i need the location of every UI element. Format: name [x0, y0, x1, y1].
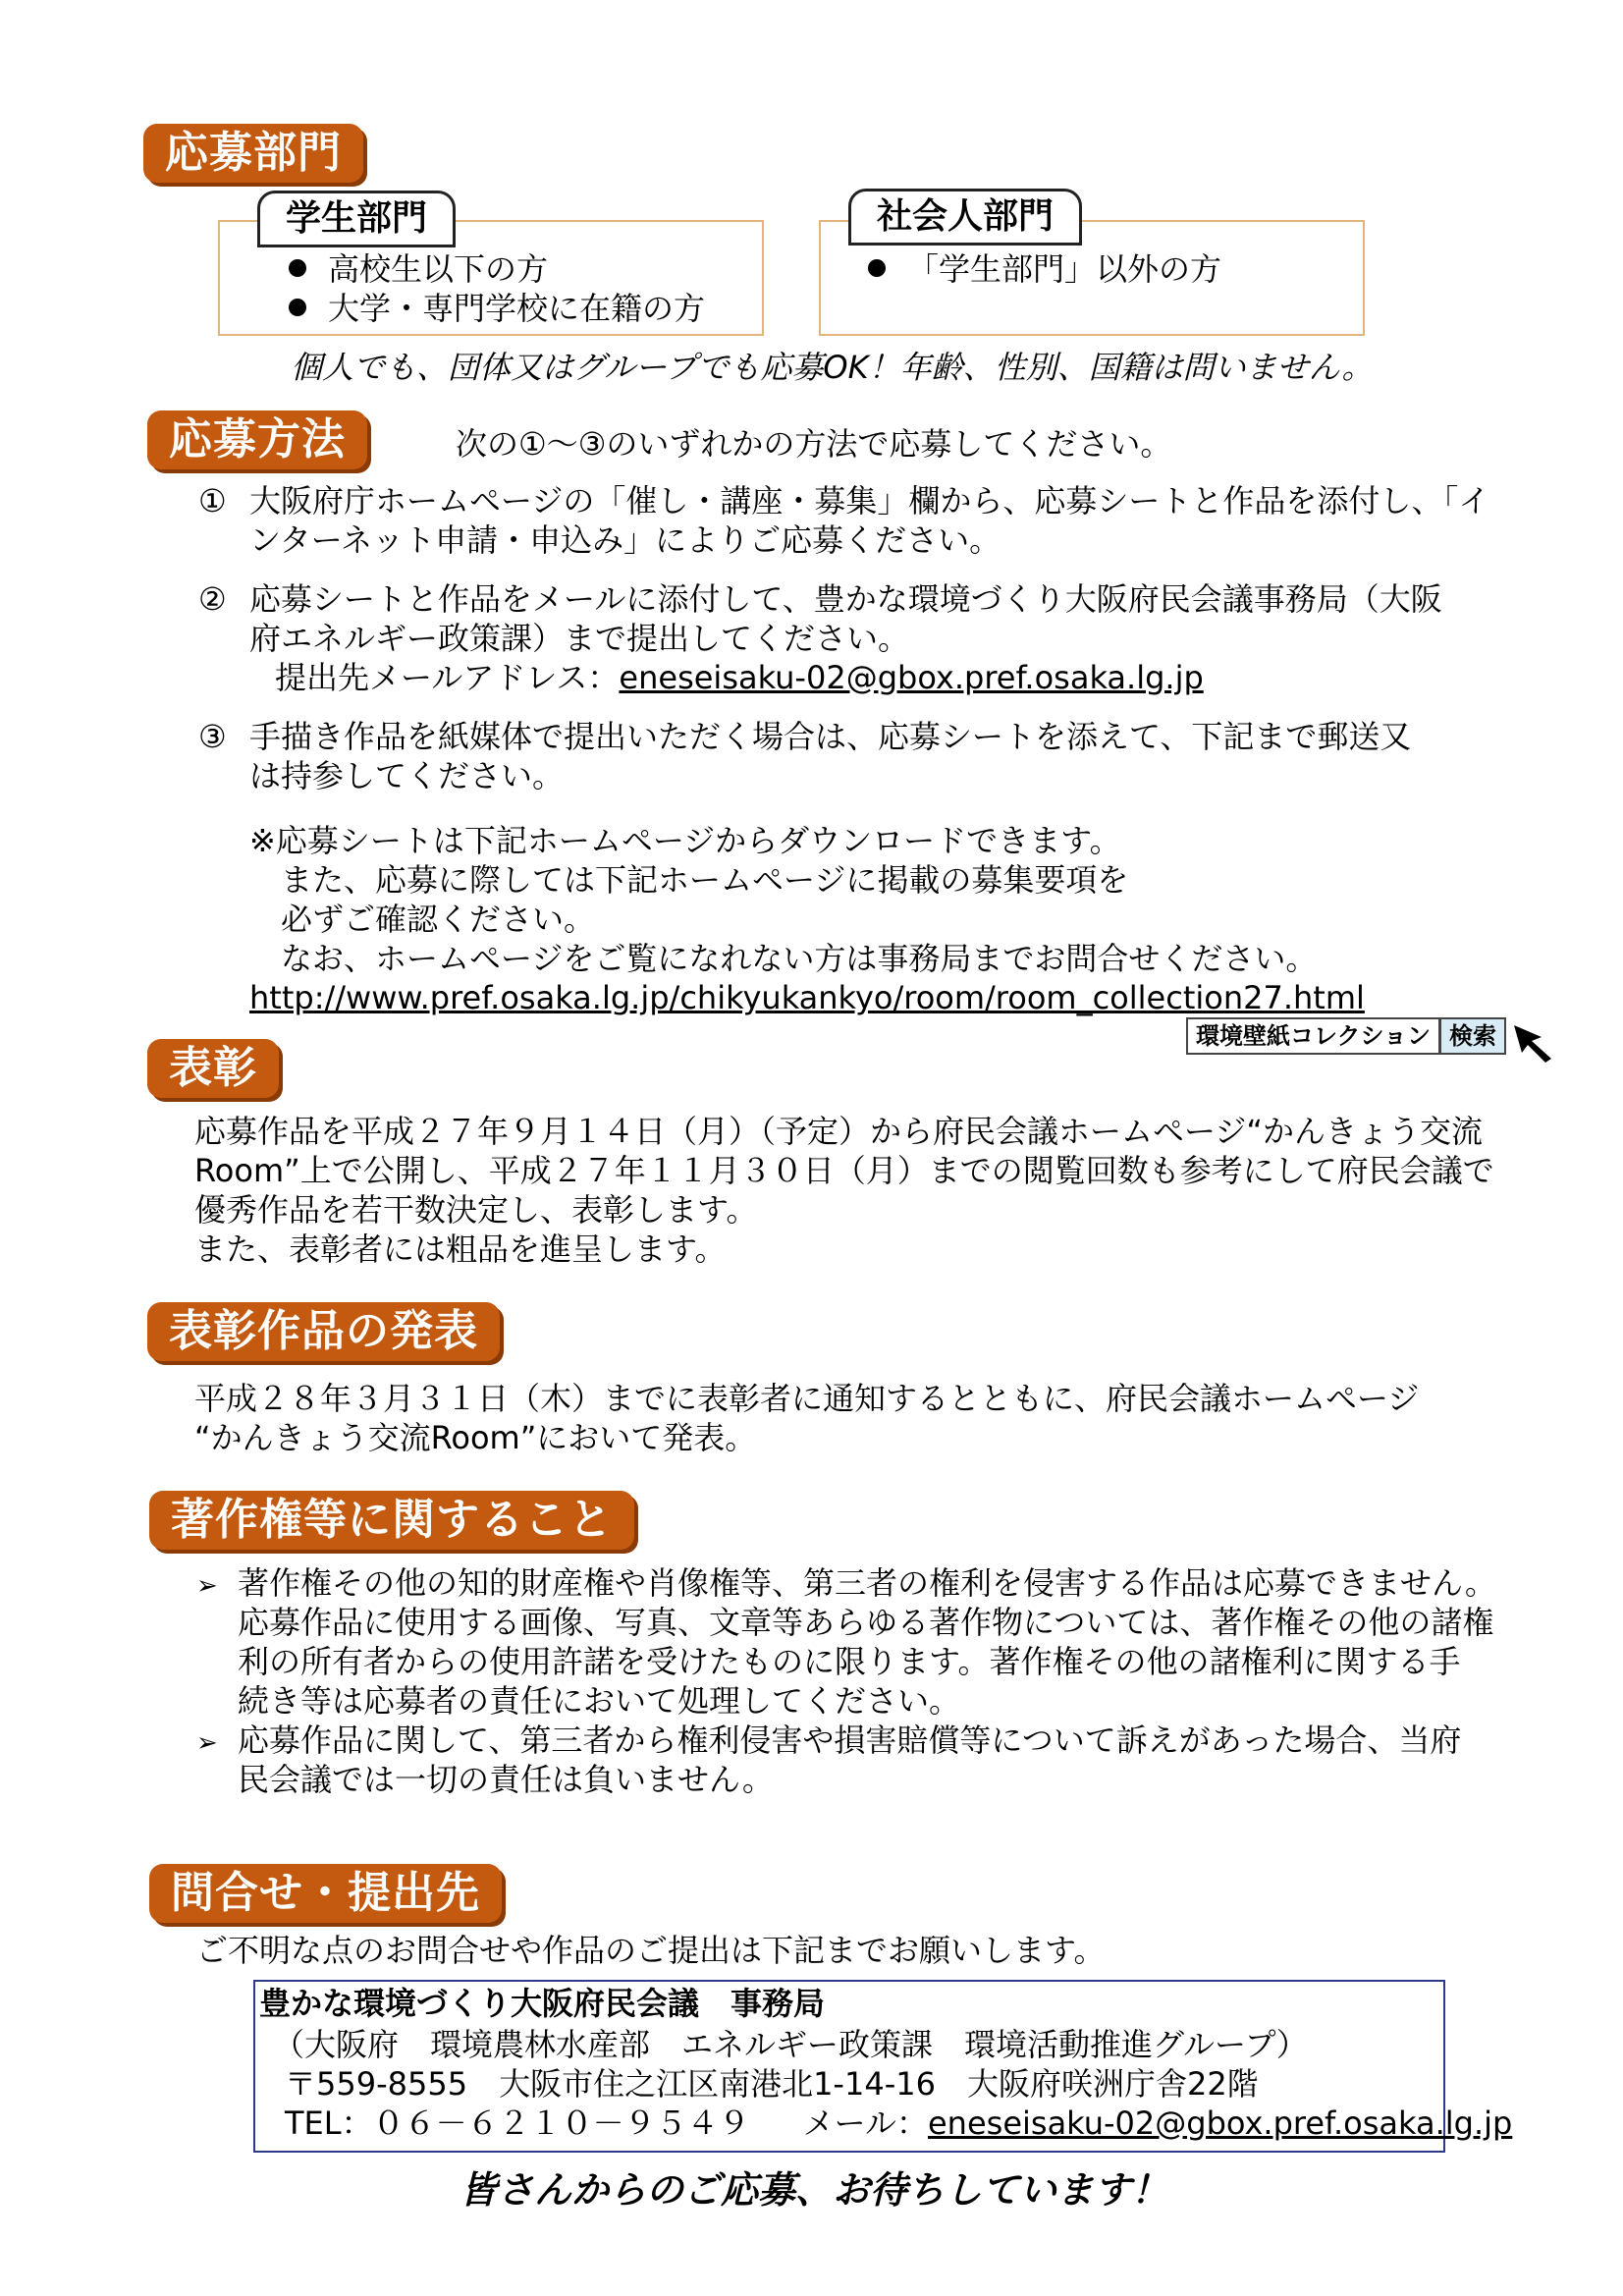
contact-org: 豊かな環境づくり大阪府民会議 事務局: [259, 1985, 826, 2022]
bullet-icon: [289, 259, 306, 277]
method-3-line-2: は持参してください。: [249, 757, 565, 794]
method-2-mail-link[interactable]: eneseisaku-02@gbox.pref.osaka.lg.jp: [619, 659, 1204, 696]
announce-line-2: “かんきょう交流Room”において発表。: [194, 1419, 757, 1456]
download-note-3: 必ずご確認ください。: [281, 901, 596, 938]
contact-dept: （大阪府 環境農林水産部 エネルギー政策課 環境活動推進グループ）: [273, 2026, 1308, 2063]
method-1-line-2: ンターネット申請・申込み」によりご応募ください。: [249, 521, 1001, 559]
homepage-url-link[interactable]: http://www.pref.osaka.lg.jp/chikyukankyo/room/room_collection27.html: [249, 979, 1365, 1016]
copyright-bullet-2-text: 応募作品に関して、第三者から権利侵害や損害賠償等について訴えがあった場合、当府: [238, 1722, 1462, 1759]
contact-mail-link[interactable]: eneseisaku-02@gbox.pref.osaka.lg.jp: [927, 2105, 1513, 2142]
student-item-1: [289, 249, 548, 289]
category-note: 個人でも、団体又はグループでも応募OK！年齢、性別、国籍は問いません。: [291, 349, 1374, 386]
closing-message: 皆さんからのご応募、お待ちしています！: [460, 2168, 1169, 2212]
contact-tel: TEL：０６－６２１０－９５４９: [285, 2105, 750, 2142]
copyright-bullet-2-line-1: [196, 1721, 1461, 1763]
method-2-number: ②: [198, 580, 227, 618]
section-title-apply-method: 応募方法: [147, 410, 367, 469]
student-item-2: [289, 289, 705, 328]
award-line-3: 優秀作品を若干数決定し、表彰します。: [194, 1191, 758, 1229]
method-1-line-1: [198, 481, 1489, 520]
method-2-line-2: 府エネルギー政策課）まで提出してください。: [249, 620, 910, 657]
award-line-2: Room”上で公開し、平成２７年１１月３０日（月）までの閲覧回数も参考にして府民会議で: [194, 1152, 1494, 1189]
search-keyword-box[interactable]: 環境壁紙コレクション: [1186, 1017, 1440, 1055]
announce-line-1: 平成２８年３月３１日（木）までに表彰者に通知するとともに、府民会議ホームページ: [194, 1380, 1420, 1417]
section-title-copyright: 著作権等に関すること: [149, 1491, 634, 1550]
method-3-line-1: [198, 717, 1411, 756]
contact-intro: ご不明な点のお問合せや作品のご提出は下記までお願いします。: [196, 1932, 1106, 1969]
method-3-text-1: 手描き作品を紙媒体で提出いただく場合は、応募シートを添えて、下記まで郵送又: [249, 718, 1412, 755]
method-2-mail-label: 提出先メールアドレス：: [275, 659, 620, 696]
section-title-announce: 表彰作品の発表: [147, 1302, 500, 1361]
download-note-1: ※応募シートは下記ホームページからダウンロードできます。: [249, 822, 1121, 859]
download-note-4: なお、ホームページをご覧になれない方は事務局までお問合せください。: [281, 940, 1318, 977]
bullet-icon: [289, 299, 306, 316]
method-2-text-1: 応募シートと作品をメールに添付して、豊かな環境づくり大阪府民会議事務局（大阪: [249, 580, 1442, 618]
apply-method-intro: 次の①～③のいずれかの方法で応募してください。: [456, 425, 1172, 463]
student-category-label: 学生部門: [257, 191, 456, 247]
arrow-bullet-icon: ➢: [196, 1728, 218, 1758]
section-title-contact: 問合せ・提出先: [149, 1864, 502, 1923]
adult-item-1: [868, 249, 1221, 289]
student-item-2-text: 大学・専門学校に在籍の方: [328, 290, 706, 327]
method-1-number: ①: [198, 482, 227, 519]
method-2-mail: [275, 658, 1204, 697]
student-item-1-text: 高校生以下の方: [328, 250, 549, 288]
section-title-award: 表彰: [147, 1039, 279, 1098]
arrow-bullet-icon: ➢: [196, 1571, 218, 1601]
mouse-cursor-icon: [1512, 1023, 1557, 1065]
copyright-bullet-1-line-2: 応募作品に使用する画像、写真、文章等あらゆる著作物については、著作権その他の諸権: [238, 1604, 1494, 1641]
method-2-line-1: [198, 579, 1442, 619]
contact-address: 〒559-8555 大阪市住之江区南港北1-14-16 大阪府咲洲庁舎22階: [285, 2065, 1259, 2103]
copyright-bullet-1-line-3: 利の所有者からの使用許諾を受けたものに限ります。著作権その他の諸権利に関する手: [238, 1643, 1461, 1680]
award-line-4: また、表彰者には粗品を進呈します。: [194, 1230, 727, 1268]
copyright-bullet-1-text: 著作権その他の知的財産権や肖像権等、第三者の権利を侵害する作品は応募できません。: [238, 1564, 1496, 1602]
copyright-bullet-2-line-2: 民会議では一切の責任は負いません。: [238, 1761, 774, 1798]
section-title-apply-category: 応募部門: [143, 124, 363, 183]
adult-item-1-text: 「学生部門」以外の方: [907, 250, 1222, 288]
award-line-1: 応募作品を平成２７年９月１４日（月）（予定）から府民会議ホームページ“かんきょう交流: [194, 1113, 1483, 1150]
search-button[interactable]: 検索: [1439, 1017, 1506, 1055]
method-1-text-1: 大阪府庁ホームページの「催し・講座・募集」欄から、応募シートと作品を添付し、「イ: [249, 482, 1490, 519]
contact-mail-label: メール：: [802, 2105, 928, 2142]
contact-tel-mail: [285, 2104, 1512, 2143]
download-note-2: また、応募に際しては下記ホームページに掲載の募集要項を: [281, 861, 1129, 899]
bullet-icon: [868, 259, 886, 277]
adult-category-label: 社会人部門: [848, 189, 1082, 246]
copyright-bullet-1-line-1: [196, 1563, 1496, 1606]
method-3-number: ③: [198, 718, 227, 755]
copyright-bullet-1-line-4: 続き等は応募者の責任において処理してください。: [238, 1682, 961, 1720]
